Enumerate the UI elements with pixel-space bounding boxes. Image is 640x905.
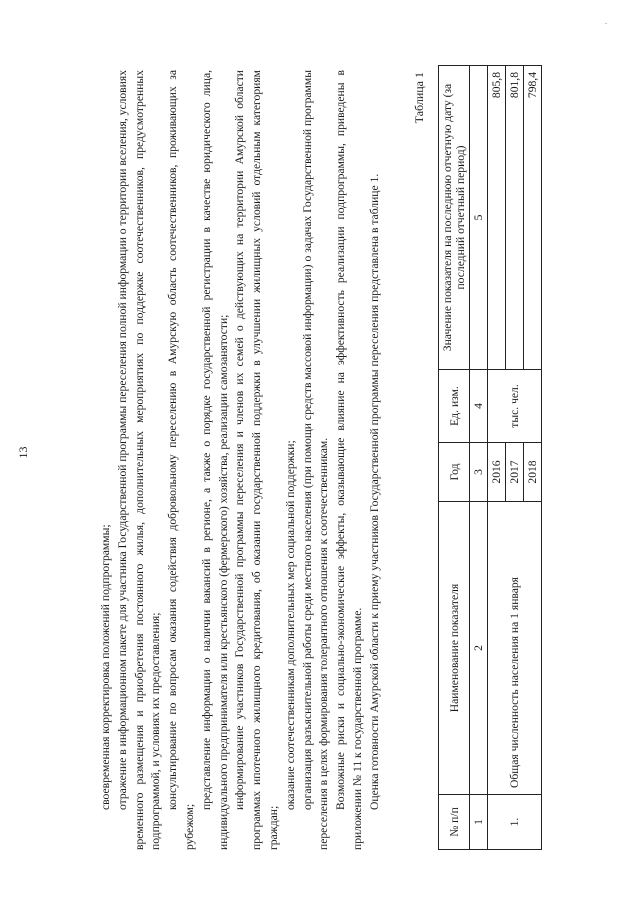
row-year: 2016	[488, 443, 506, 502]
column-number-row	[470, 66, 488, 850]
column-number: 2	[470, 502, 488, 795]
paragraph: представление информации о наличии вакансий в регионе, а также о порядке государственной регистрации в качестве юридического лица, индивидуального предпринимателя или крестьянского (фермерского) хозяйства, реализации самозанятости;	[199, 70, 230, 850]
column-number: 4	[470, 370, 488, 443]
row-indicator-name: Общая численность населения на 1 января	[488, 502, 542, 795]
table-caption: Таблица 1	[412, 72, 426, 124]
column-number: 5	[470, 66, 488, 370]
indicator-table	[438, 65, 542, 850]
header-year: Год	[439, 443, 470, 502]
header-unit: Ед. изм.	[439, 370, 470, 443]
paragraph: Возможные риски и социально-экономические эффекты, оказывающие влияние на эффективность реализации подпрограммы, приведены в приложении № 11 к государственной программе.	[334, 70, 364, 850]
paragraph: информирование участников Государственной программы переселения и членов их семей о действующих на территории Амурской области программах ипотечного жилищного кредитования, об оказании государственной поддержки в улучшении жилищных условий отдельным категориям граждан;	[233, 70, 280, 850]
row-value: 805,8	[488, 66, 506, 370]
paragraph: консультирование по вопросам оказания содействия добровольному переселению в Амурскую область соотечественников, проживающих за рубежом;	[166, 70, 196, 850]
paragraph: организация разъяснительной работы среди местного населения (при помощи средств массовой информации) о задачах Государственной программы переселения в целях формирования толерантного отношения к соотечественникам.	[300, 70, 331, 850]
margin-mark: ·	[602, 22, 611, 25]
row-year: 2018	[524, 443, 542, 502]
page-number: 13	[16, 446, 30, 459]
header-num: № п/п	[439, 795, 470, 850]
paragraph: своевременная корректировка положений подпрограммы;	[99, 524, 112, 810]
column-number: 3	[470, 443, 488, 502]
header-value: Значение показателя на последнюю отчетную дату (за последний отчетный период)	[439, 66, 470, 370]
header-name: Наименование показателя	[439, 502, 470, 795]
column-number: 1	[470, 795, 488, 850]
row-year: 2017	[506, 443, 524, 502]
paragraph: оказание соотечественникам дополнительных мер социальной поддержки;	[283, 440, 297, 810]
table-header-row	[439, 66, 470, 850]
row-unit: тыс. чел.	[488, 370, 542, 443]
body-text	[98, 70, 384, 850]
table-row	[488, 66, 506, 850]
paragraph: Оценка готовности Амурской области к приему участников Государственной программы переселения представлена в таблице 1.	[367, 173, 381, 810]
row-value: 798,4	[524, 66, 542, 370]
row-number: 1.	[488, 795, 542, 850]
row-value: 801,8	[506, 66, 524, 370]
paragraph: отражение в информационном пакете для участника Государственной программы переселения полной информации о территории вселения, условиях временного размещения и приобретения постоянного жилья, дополнительных мероприятиях по поддержке соотечественников, предусмотренных подпрограммой, и условиях их предоставления;	[115, 70, 163, 850]
